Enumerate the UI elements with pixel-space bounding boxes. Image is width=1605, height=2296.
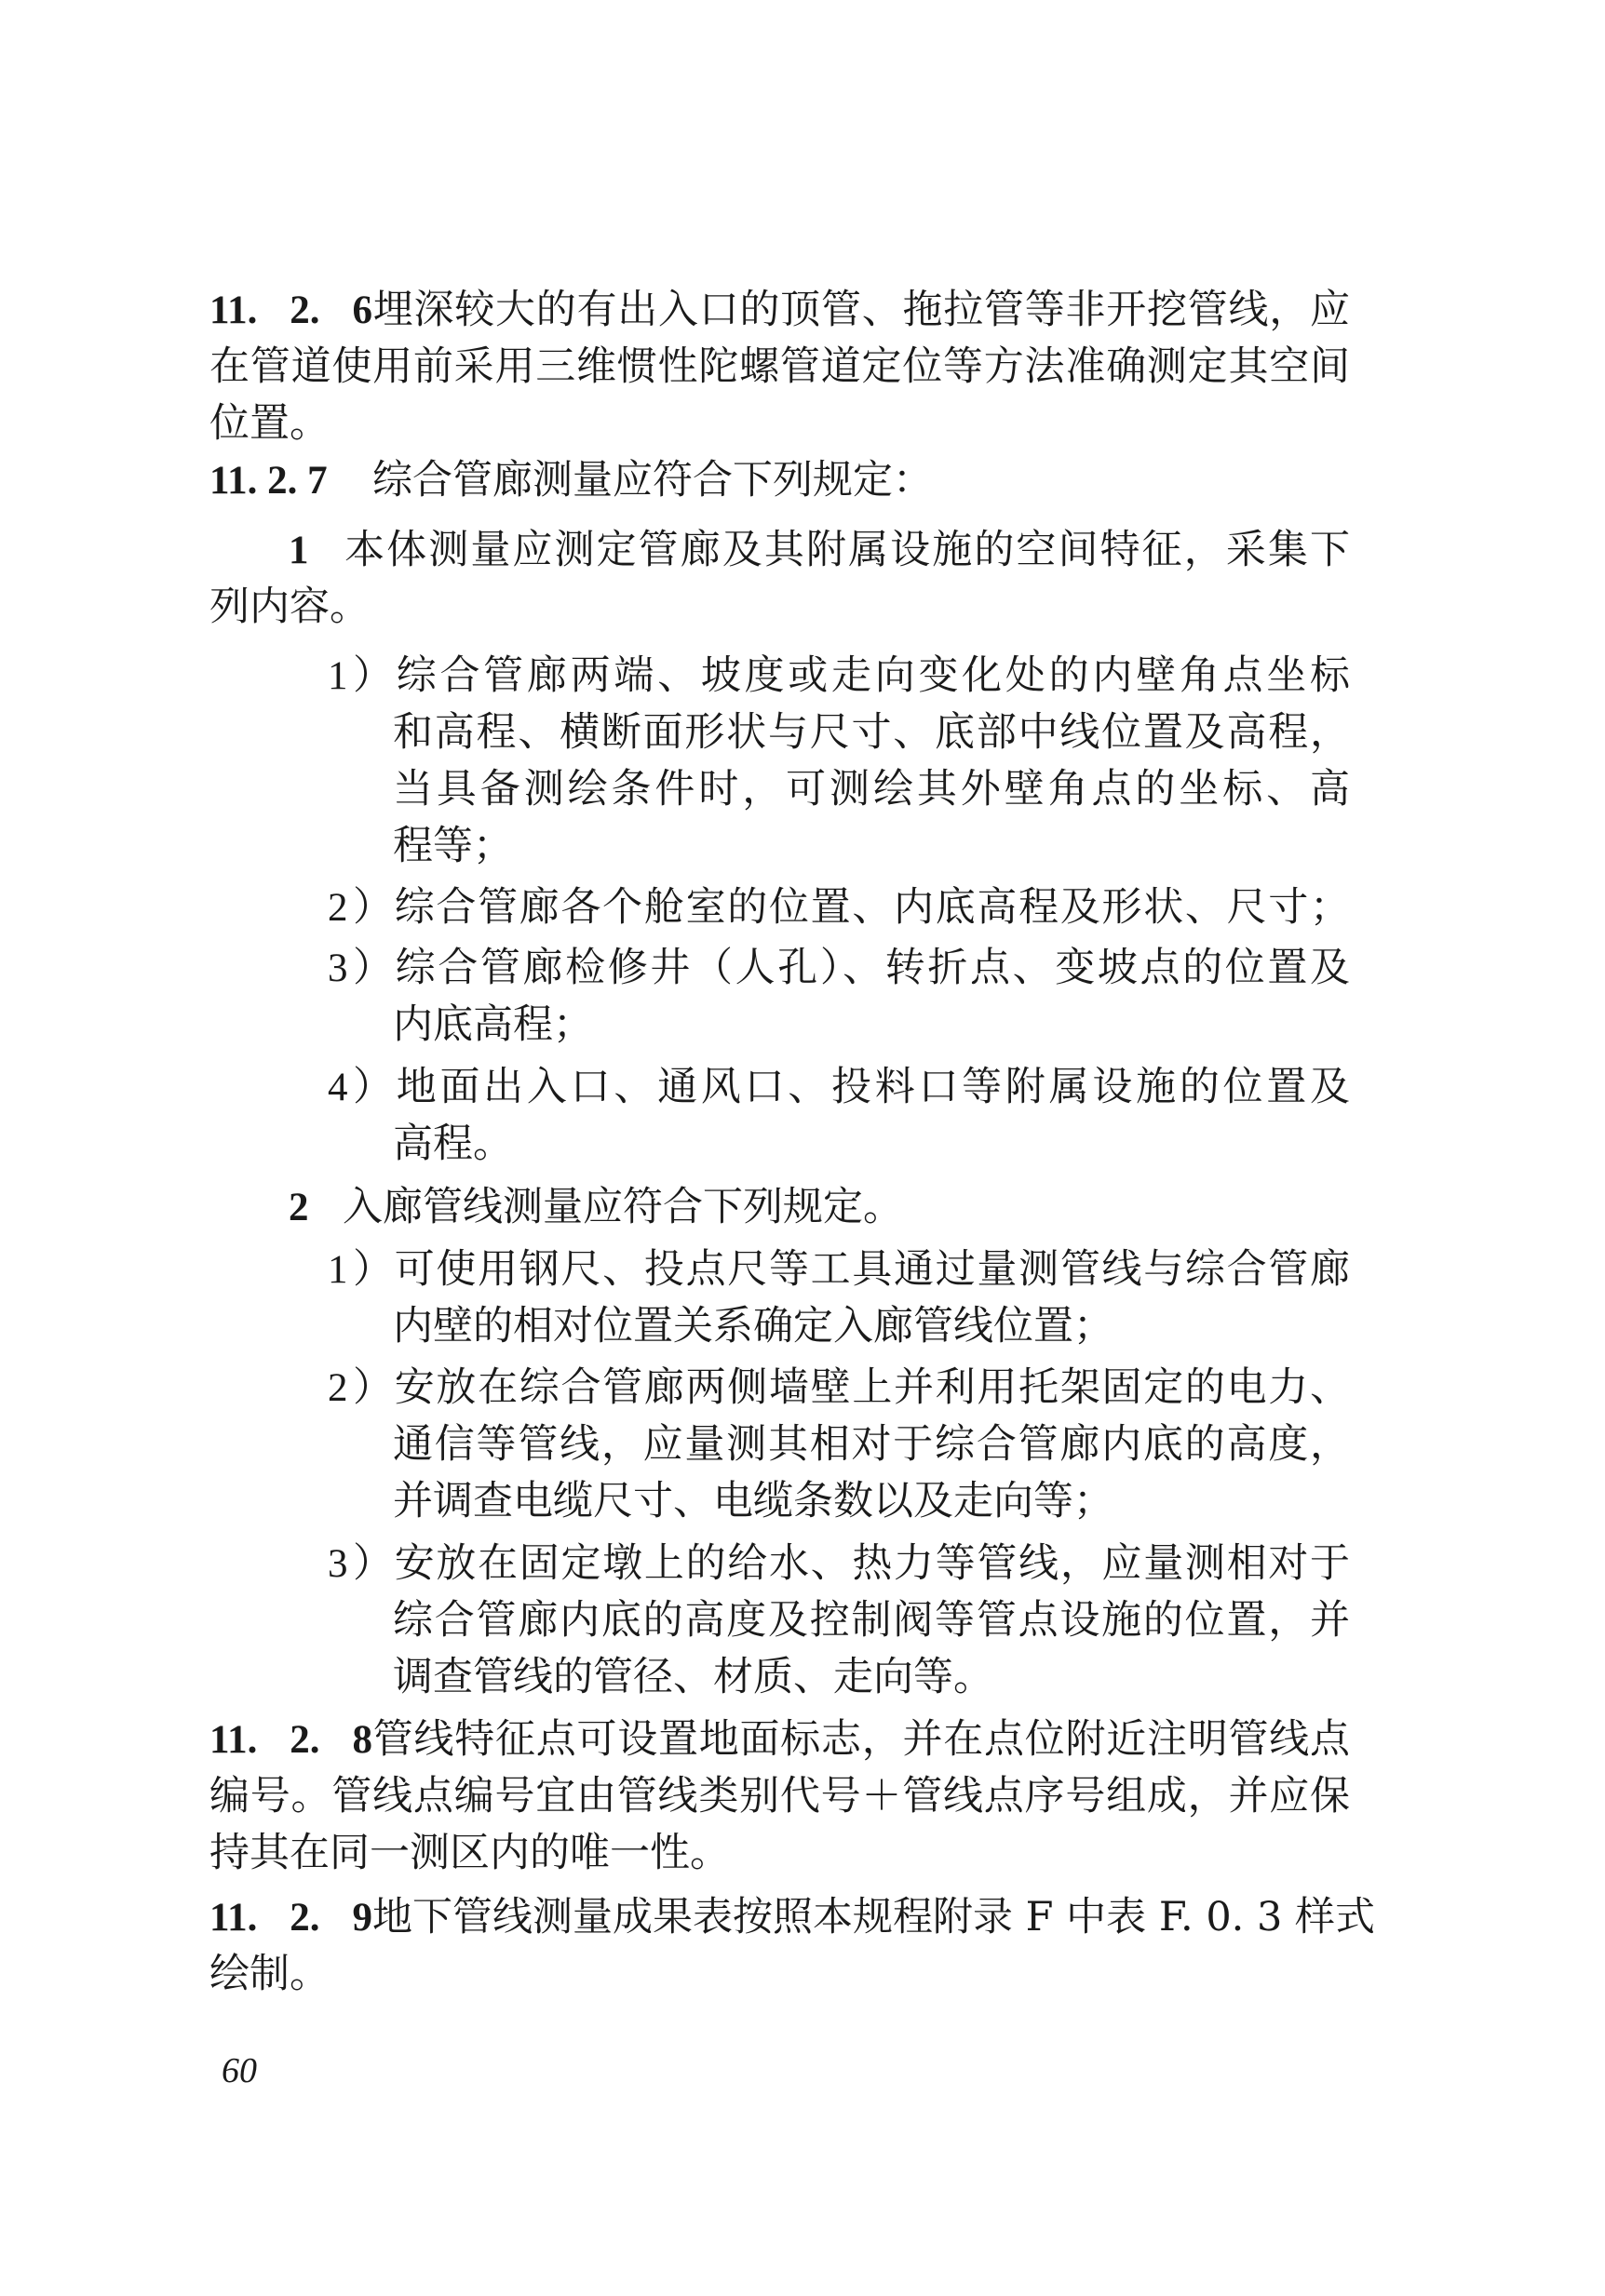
clause-11-2-8-line-3: 持其在同一测区内的唯一性。 (209, 1830, 730, 1876)
clause-text: 综合管廊测量应符合下列规定： (372, 457, 933, 504)
sub-item-1-1-line-2: 和高程、横断面形状与尺寸、底部中线位置及高程， (393, 709, 1350, 756)
sub-item-1-1-line-4: 程等； (393, 823, 513, 869)
clause-11-2-8-line-2: 编号。管线点编号宜由管线类别代号＋管线点序号组成，并应保 (209, 1773, 1350, 1819)
sub-item-text: 安放在综合管廊两侧墙壁上并利用托架固定的电力、 (393, 1364, 1350, 1411)
sub-item-1-4-line-2: 高程。 (393, 1121, 513, 1167)
sub-item-2-1-line-2: 内壁的相对位置关系确定入廊管线位置； (393, 1303, 1113, 1349)
sub-item-1-1-line-3: 当具备测绘条件时，可测绘其外壁角点的坐标、高 (393, 766, 1350, 812)
item-text: 入廊管线测量应符合下列规定。 (343, 1184, 903, 1230)
sub-item-2-2-line-1 (328, 1360, 1350, 1417)
clause-11-2-9-line-1 (209, 1889, 1376, 1946)
sub-item-text: 综合管廊检修井（人孔）、转折点、变坡点的位置及 (393, 945, 1350, 991)
clause-11-2-9-line-2: 绘制。 (209, 1951, 330, 1997)
sub-item-number: 4） (328, 1066, 393, 1109)
clause-number: 11. 2. 9 (209, 1896, 372, 1940)
sub-item-text: 地面出入口、通风口、投料口等附属设施的位置及 (393, 1064, 1350, 1110)
clause-number: 11. 2. 6 (209, 289, 372, 332)
clause-text: 地下管线测量成果表按照本规程附录 F 中表 F. 0. 3 样式 (372, 1894, 1376, 1940)
sub-item-text: 综合管廊两端、坡度或走向变化处的内壁角点坐标 (393, 652, 1350, 699)
sub-item-2-3-line-3: 调查管线的管径、材质、走向等。 (393, 1654, 993, 1700)
sub-item-number: 3） (328, 947, 393, 990)
clause-11-2-6-line-1 (209, 282, 1350, 339)
clause-text: 埋深较大的有出入口的顶管、拖拉管等非开挖管线，应 (372, 287, 1350, 333)
sub-item-1-2-line-1 (328, 879, 1350, 936)
sub-item-text: 安放在固定墩上的给水、热力等管线，应量测相对于 (393, 1540, 1350, 1587)
sub-item-text: 综合管廊各个舱室的位置、内底高程及形状、尺寸； (393, 884, 1350, 931)
sub-item-1-1-line-1 (328, 648, 1350, 705)
clause-11-2-6-line-2: 在管道使用前采用三维惯性陀螺管道定位等方法准确测定其空间 (209, 343, 1350, 390)
item-number: 2 (289, 1186, 309, 1229)
sub-item-number: 2） (328, 886, 393, 930)
clause-number: 11. 2. 7 (209, 459, 328, 503)
sub-item-2-3-line-1 (328, 1536, 1350, 1592)
sub-item-2-3-line-2: 综合管廊内底的高度及控制阀等管点设施的位置，并 (393, 1597, 1350, 1644)
sub-item-number: 3） (328, 1542, 393, 1586)
item-text: 本体测量应测定管廊及其附属设施的空间特征，采集下 (343, 527, 1350, 573)
sub-item-number: 2） (328, 1366, 393, 1410)
sub-item-1-4-line-1 (328, 1059, 1350, 1116)
sub-item-2-2-line-2: 通信等管线，应量测其相对于综合管廊内底的高度， (393, 1421, 1350, 1468)
clause-11-2-6-line-3: 位置。 (209, 400, 330, 447)
item-1-line-1 (289, 522, 1350, 579)
clause-number: 11. 2. 8 (209, 1718, 372, 1762)
clause-11-2-7-heading (209, 452, 933, 509)
sub-item-2-1-line-1 (328, 1242, 1350, 1298)
sub-item-1-3-line-2: 内底高程； (393, 1001, 593, 1048)
item-1-line-2: 列内容。 (209, 584, 370, 630)
item-2-line-1 (289, 1179, 903, 1236)
sub-item-number: 1） (328, 1248, 393, 1292)
clause-text: 管线特征点可设置地面标志，并在点位附近注明管线点 (372, 1716, 1350, 1763)
sub-item-number: 1） (328, 654, 393, 698)
page-number: 60 (222, 2051, 257, 2090)
clause-11-2-8-line-1 (209, 1712, 1350, 1768)
sub-item-text: 可使用钢尺、投点尺等工具通过量测管线与综合管廊 (393, 1246, 1350, 1293)
item-number: 1 (289, 529, 309, 572)
sub-item-2-2-line-3: 并调查电缆尺寸、电缆条数以及走向等； (393, 1478, 1113, 1524)
sub-item-1-3-line-1 (328, 940, 1350, 997)
